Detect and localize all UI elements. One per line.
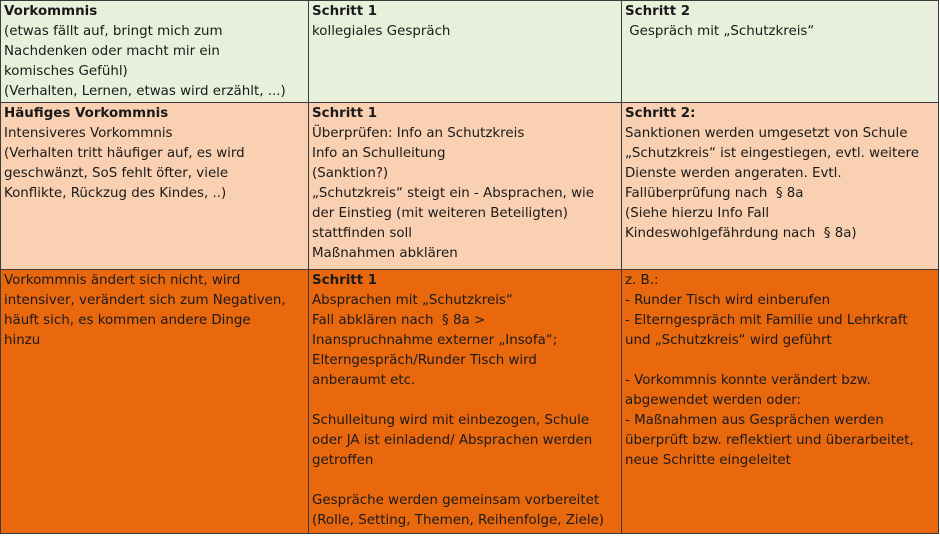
cell-step1 [309, 1, 622, 103]
table-row [1, 103, 939, 270]
cell-line: (etwas fällt auf, bringt mich zum [4, 24, 223, 39]
cell-line: komisches Gefühl) [4, 64, 128, 79]
cell-line: neue Schritte eingeleitet [625, 453, 791, 468]
cell-line: - Elterngespräch mit Familie und Lehrkraft [625, 313, 908, 328]
cell-line: (Verhalten, Lernen, etwas wird erzählt, ...) [4, 84, 286, 99]
cell-line: Sanktionen werden umgesetzt von Schule [625, 126, 908, 141]
cell-line: Überprüfen: Info an Schutzkreis [312, 126, 525, 141]
cell-step1 [309, 270, 622, 534]
cell-incident [1, 1, 309, 103]
table-row [1, 270, 939, 534]
cell-title: Schritt 1 [312, 106, 378, 121]
cell-line: Maßnahmen abklären [312, 246, 458, 261]
cell-line: häuft sich, es kommen andere Dinge [4, 313, 251, 328]
cell-line: der Einstieg (mit weiteren Beteiligten) [312, 206, 568, 221]
cell-incident [1, 103, 309, 270]
cell-step2 [622, 103, 939, 270]
cell-line: - Runder Tisch wird einberufen [625, 293, 831, 308]
cell-line: hinzu [4, 333, 41, 348]
spacer [312, 391, 618, 411]
cell-line: Fallüberprüfung nach § 8a [625, 186, 804, 201]
cell-title: Schritt 1 [312, 4, 378, 19]
cell-line: und „Schutzkreis“ wird geführt [625, 333, 832, 348]
cell-line: - Vorkommnis konnte verändert bzw. [625, 373, 871, 388]
cell-line: Kindeswohlgefährdung nach § 8a) [625, 226, 857, 241]
cell-line: Gespräche werden gemeinsam vorbereitet [312, 493, 600, 508]
cell-line: stattfinden soll [312, 226, 412, 241]
cell-line: Konflikte, Rückzug des Kindes, ..) [4, 186, 227, 201]
cell-line: Inanspruchnahme externer „Insofa“; [312, 333, 558, 348]
cell-line: kollegiales Gespräch [312, 24, 451, 39]
cell-step2 [622, 1, 939, 103]
cell-line: Nachdenken oder macht mir ein [4, 44, 220, 59]
cell-line: „Schutzkreis“ steigt ein - Absprachen, wie [312, 186, 594, 201]
cell-incident [1, 270, 309, 534]
cell-line: Absprachen mit „Schutzkreis“ [312, 293, 513, 308]
cell-title: Schritt 1 [312, 273, 378, 288]
spacer [625, 351, 935, 371]
cell-line: (Sanktion?) [312, 166, 389, 181]
cell-step2 [622, 270, 939, 534]
cell-line: Info an Schulleitung [312, 146, 446, 161]
cell-line: z. B.: [625, 273, 659, 288]
cell-line: Schulleitung wird mit einbezogen, Schule [312, 413, 590, 428]
cell-line: intensiver, verändert sich zum Negativen, [4, 293, 286, 308]
cell-line: geschwänzt, SoS fehlt öfter, viele [4, 166, 229, 181]
cell-line: Elterngespräch/Runder Tisch wird [312, 353, 537, 368]
cell-line: - Maßnahmen aus Gesprächen werden [625, 413, 884, 428]
cell-line: „Schutzkreis“ ist eingestiegen, evtl. weitere [625, 146, 919, 161]
cell-line: überprüft bzw. reflektiert und überarbeitet, [625, 433, 914, 448]
table-row [1, 1, 939, 103]
cell-title: Schritt 2: [625, 106, 696, 121]
cell-title: Schritt 2 [625, 4, 691, 19]
cell-line: (Rolle, Setting, Themen, Reihenfolge, Ziele) [312, 513, 605, 528]
cell-line: Dienste werden angeraten. Evtl. [625, 166, 842, 181]
cell-line: oder JA ist einladend/ Absprachen werden [312, 433, 593, 448]
cell-line: getroffen [312, 453, 374, 468]
cell-line: abgewendet werden oder: [625, 393, 802, 408]
cell-title: Vorkommnis [4, 4, 98, 19]
cell-line: (Siehe hierzu Info Fall [625, 206, 770, 221]
cell-line: Fall abklären nach § 8a > [312, 313, 486, 328]
cell-line: Intensiveres Vorkommnis [4, 126, 173, 141]
spacer [312, 471, 618, 491]
cell-line: Gespräch mit „Schutzkreis“ [625, 24, 815, 39]
cell-step1 [309, 103, 622, 270]
cell-line: (Verhalten tritt häufiger auf, es wird [4, 146, 245, 161]
cell-line: Vorkommnis ändert sich nicht, wird [4, 273, 241, 288]
cell-title: Häufiges Vorkommnis [4, 106, 169, 121]
cell-line: anberaumt etc. [312, 373, 416, 388]
